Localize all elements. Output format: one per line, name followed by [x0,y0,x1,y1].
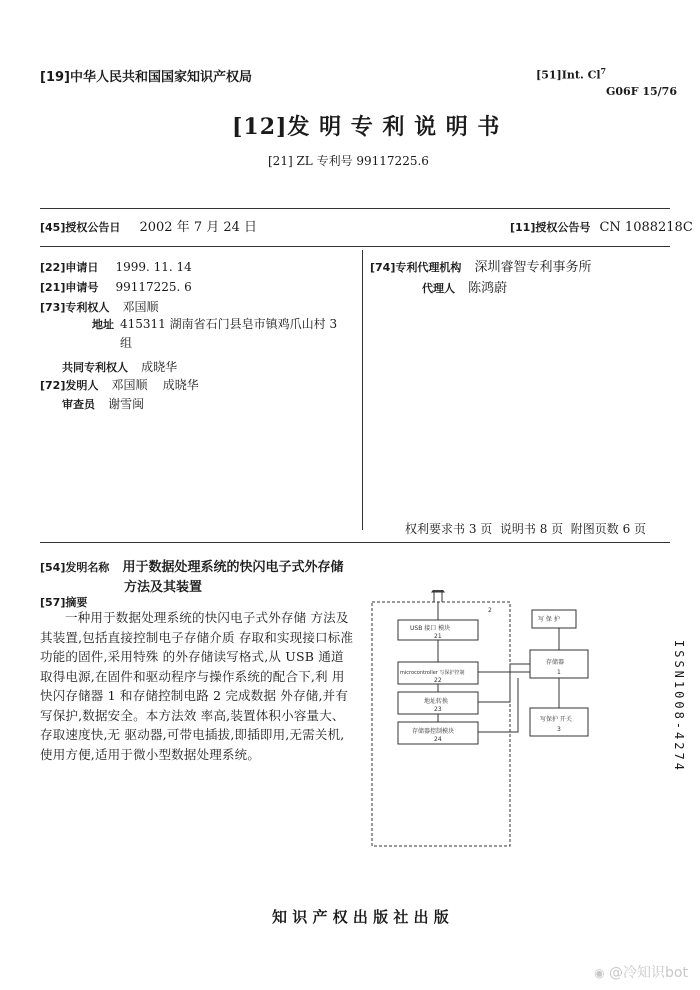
page-counts: 权利要求书 3 页 说明书 8 页 附图页数 6 页 [405,522,647,536]
memory-control-number: 24 [434,736,442,743]
examiner-value: 谢雪闽 [108,397,145,411]
application-number-value: 99117225. 6 [115,280,192,294]
divider-title [40,542,670,543]
address-label: 地址转换 [424,698,449,705]
patent-number: [21] ZL 专利号 99117225.6 [268,154,429,168]
filing-date-row [40,256,192,275]
usb-module-label: USB 接口 模块 [410,625,451,632]
issn-vertical: ISSN1008-4274 [672,640,686,773]
block-diagram [370,590,670,850]
publisher: 知 识 产 权 出 版 社 出 版 [272,908,449,926]
divider-biblio [40,246,670,247]
address-number: 23 [434,706,442,713]
write-protect-label: 写 保 护 [538,616,560,623]
announce-date-label: [45]授权公告日 [40,221,121,234]
agent-value: 陈鸿蔚 [468,281,508,296]
storage-number: 1 [557,669,561,676]
invention-title-label: [54]发明名称 [40,561,110,574]
inventor-value: 邓国顺 成晓华 [111,378,199,392]
invention-title-line-2: 方法及其装置 [124,580,203,595]
announce-number-label: [11]授权公告号 [510,221,591,234]
invention-title-row [40,556,343,575]
divider-top [40,208,670,209]
weibo-icon: ◉ [594,966,605,980]
intcl-sup: 7 [600,66,607,76]
filing-date-label: [22]申请日 [40,261,99,274]
office-name: [19]中华人民共和国国家知识产权局 [40,70,252,85]
controller-number: 2 [488,607,492,614]
application-number-label: [21]申请号 [40,281,99,294]
abstract-text: 一种用于数据处理系统的快闪电子式外存储 方法及其装置,包括直接控制电子存储介质 存取和实现接口标准功能的固件,采用特殊 的外存储读写格式,从 USB 通道取得电源,在固件和驱动程序与操作系统的配合下,利 用快闪存储器 1 和存储控制电路 2 完成数据 外存储,并有写保护,数据安全。本方法效 率高,装置体积小容量大、存取速度快,无 驱动器,可带电插拔,即插即用,无需关机,使用方便,适用于微小型数据处理系统。 [40,610,354,762]
intcl-text: [51]Int. Cl [536,68,601,82]
patentee-value: 邓国顺 [122,300,159,314]
agent-label: 代理人 [422,282,455,295]
announce-number-value: CN 1088218C [599,220,693,235]
examiner-label: 审查员 [62,398,95,411]
examiner-row [62,393,144,412]
agent-row [422,277,507,296]
announce-date-value: 2002 年 7 月 24 日 [139,220,258,235]
usb-module-number: 21 [434,633,442,640]
co-patentee-row [62,356,177,375]
filing-date-value: 1999. 11. 14 [115,260,192,274]
usb-arrow [432,590,444,602]
intcl-label [536,66,606,82]
address-line-2: 组 [120,336,133,350]
control-label: microcontroller 写保护控制 [400,670,465,676]
intcl-code: G06F 15/76 [606,85,677,98]
announce-date [40,216,257,235]
memory-control-label: 存储器控制模块 [412,728,455,735]
document-type-title: [12]发 明 专 利 说 明 书 [232,114,501,140]
switch-number: 3 [557,726,561,733]
watermark [594,962,688,982]
storage-label: 存储器 [546,659,565,666]
agency-value: 深圳睿智专利事务所 [474,260,592,275]
abstract-label: [57]摘要 [40,596,88,609]
co-patentee-label: 共同专利权人 [62,361,128,374]
patentee-row [40,296,158,315]
agency-row [370,256,591,275]
address-line-1: 415311 湖南省石门县皂市镇鸡爪山村 3 [120,317,338,331]
inventor-row [40,374,199,393]
invention-title-line-1: 用于数据处理系统的快闪电子式外存储 [122,560,344,575]
agency-label: [74]专利代理机构 [370,261,462,274]
switch-label: 写保护 开关 [540,716,572,723]
address-label: 地址 [92,318,114,331]
inventor-label: [72]发明人 [40,379,99,392]
co-patentee-value: 成晓华 [141,360,178,374]
control-number: 22 [434,677,442,684]
watermark-text: @冷知识bot [609,965,688,981]
patentee-label: [73]专利权人 [40,301,110,314]
announce-number [510,216,693,235]
column-divider [362,250,363,530]
application-number-row [40,276,192,295]
